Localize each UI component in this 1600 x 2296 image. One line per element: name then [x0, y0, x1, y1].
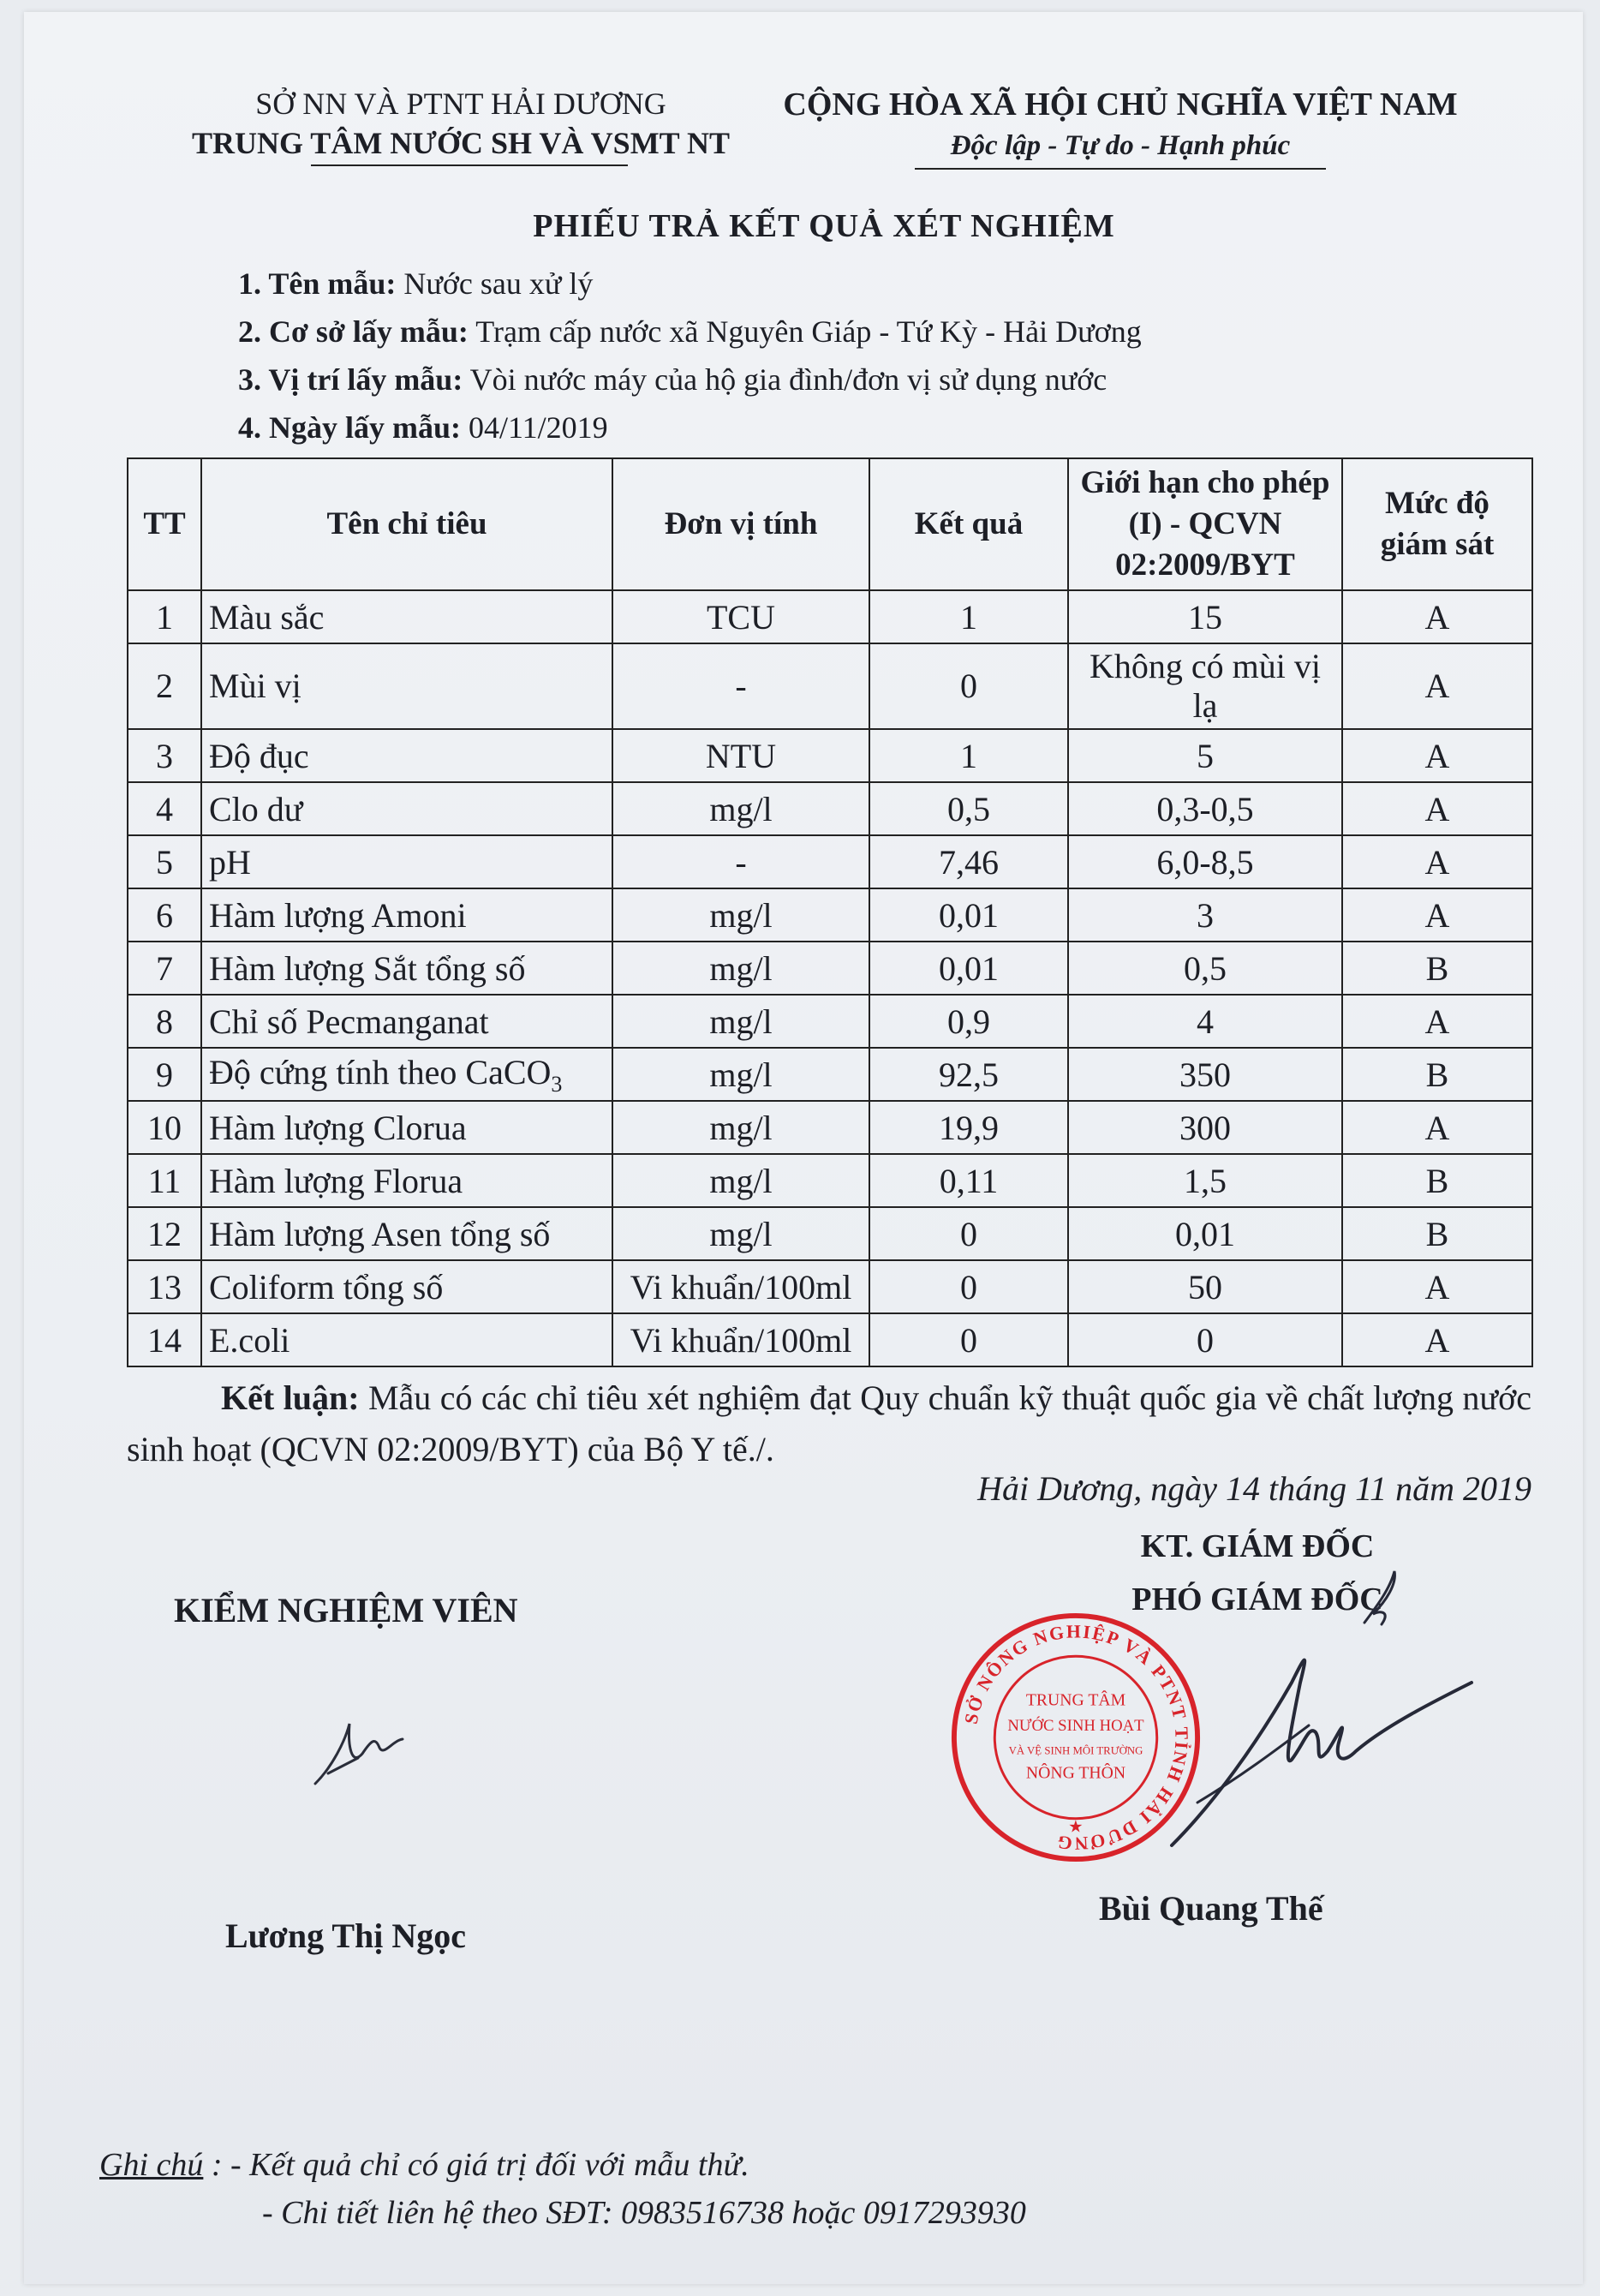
info-label: 3. Vị trí lấy mẫu: — [238, 362, 463, 397]
row-number: 13 — [128, 1260, 201, 1313]
row-unit: - — [612, 643, 869, 729]
note-text1: : - Kết quả chỉ có giá trị đối với mẫu thử. — [203, 2147, 749, 2183]
header-tt: TT — [128, 458, 201, 590]
row-number: 14 — [128, 1313, 201, 1366]
row-number: 9 — [128, 1048, 201, 1101]
row-indicator: Hàm lượng Asen tổng số — [201, 1207, 612, 1260]
row-limit: 6,0-8,5 — [1068, 835, 1342, 888]
row-limit: 350 — [1068, 1048, 1342, 1101]
info-label: 1. Tên mẫu: — [238, 266, 397, 301]
table-row — [128, 1260, 1532, 1313]
info-sample-name — [238, 266, 593, 302]
agency-header — [135, 84, 786, 163]
row-indicator: Chỉ số Pecmanganat — [201, 995, 612, 1048]
row-indicator: E.coli — [201, 1313, 612, 1366]
seal-star-icon: ★ — [1068, 1817, 1084, 1837]
info-sampling-site — [238, 314, 1142, 350]
row-unit: mg/l — [612, 942, 869, 995]
row-indicator: Mùi vị — [201, 643, 612, 729]
row-level: A — [1342, 835, 1532, 888]
row-indicator: Độ cứng tính theo CaCO$_3$ — [201, 1048, 612, 1101]
republic-line1: CỘNG HÒA XÃ HỘI CHỦ NGHĨA VIỆT NAM — [783, 87, 1458, 123]
row-limit: 300 — [1068, 1101, 1342, 1154]
row-limit: 3 — [1068, 888, 1342, 942]
agency-line1: SỞ NN VÀ PTNT HẢI DƯƠNG — [255, 87, 666, 121]
row-result: 0,01 — [869, 888, 1068, 942]
row-unit: mg/l — [612, 995, 869, 1048]
director-signature — [1163, 1631, 1480, 1854]
row-level: A — [1342, 1101, 1532, 1154]
republic-header — [761, 84, 1480, 166]
table-row — [128, 942, 1532, 995]
row-limit: 0 — [1068, 1313, 1342, 1366]
row-unit: mg/l — [612, 1048, 869, 1101]
row-result: 7,46 — [869, 835, 1068, 888]
row-limit: 4 — [1068, 995, 1342, 1048]
row-unit: mg/l — [612, 1101, 869, 1154]
agency-underline — [311, 164, 628, 166]
row-limit: 0,3-0,5 — [1068, 782, 1342, 835]
info-value: Vòi nước máy của hộ gia đình/đơn vị sử dụng nước — [463, 362, 1107, 397]
table-row — [128, 643, 1532, 729]
conclusion-text: Mẫu có các chỉ tiêu xét nghiệm đạt Quy chuẩn kỹ thuật quốc gia về chất lượng nước sinh hoạt (QCVN 02:2009/BYT) của Bộ Y tế./. — [127, 1378, 1531, 1468]
row-limit: 0,01 — [1068, 1207, 1342, 1260]
row-limit: 5 — [1068, 729, 1342, 782]
header-limit: Giới hạn cho phép (I) - QCVN 02:2009/BYT — [1068, 458, 1342, 590]
row-indicator: Hàm lượng Sắt tổng số — [201, 942, 612, 995]
table-row — [128, 995, 1532, 1048]
row-unit: Vi khuẩn/100ml — [612, 1313, 869, 1366]
info-label: 4. Ngày lấy mẫu: — [238, 410, 461, 445]
row-result: 0,01 — [869, 942, 1068, 995]
row-level: A — [1342, 1260, 1532, 1313]
row-result: 0 — [869, 1313, 1068, 1366]
table-header-row — [128, 458, 1532, 590]
results-table — [127, 457, 1533, 1367]
row-number: 10 — [128, 1101, 201, 1154]
header-result: Kết quả — [869, 458, 1068, 590]
row-level: A — [1342, 643, 1532, 729]
agency-line2: TRUNG TÂM NƯỚC SH VÀ VSMT NT — [191, 126, 731, 160]
seal-line2: NƯỚC SINH HOẠT — [1007, 1717, 1144, 1736]
row-level: A — [1342, 729, 1532, 782]
row-result: 1 — [869, 590, 1068, 643]
row-level: A — [1342, 888, 1532, 942]
document-page — [24, 12, 1583, 2284]
row-result: 92,5 — [869, 1048, 1068, 1101]
table-row — [128, 1313, 1532, 1366]
row-indicator: pH — [201, 835, 612, 888]
inspector-title: KIỂM NGHIỆM VIÊN — [174, 1591, 518, 1629]
info-value: 04/11/2019 — [461, 410, 608, 445]
republic-motto: Độc lập - Tự do - Hạnh phúc — [950, 130, 1291, 161]
table-row — [128, 1207, 1532, 1260]
row-unit: mg/l — [612, 1154, 869, 1207]
row-number: 4 — [128, 782, 201, 835]
table-row — [128, 782, 1532, 835]
row-unit: Vi khuẩn/100ml — [612, 1260, 869, 1313]
row-indicator: Độ đục — [201, 729, 612, 782]
conclusion — [127, 1372, 1531, 1475]
row-indicator: Màu sắc — [201, 590, 612, 643]
row-unit: mg/l — [612, 782, 869, 835]
seal-ring-text: SỞ NÔNG NGHIỆP VÀ PTNT TỈNH HẢI DƯƠNG — [960, 1621, 1192, 1854]
row-number: 11 — [128, 1154, 201, 1207]
row-number: 8 — [128, 995, 201, 1048]
row-result: 0,9 — [869, 995, 1068, 1048]
row-result: 0,5 — [869, 782, 1068, 835]
initial-mark — [1356, 1563, 1407, 1631]
formula-subscript: 3 — [551, 1071, 563, 1097]
table-row — [128, 835, 1532, 888]
row-level: B — [1342, 942, 1532, 995]
table-row — [128, 590, 1532, 643]
director-title-line2: PHÓ GIÁM ĐỐC — [1131, 1581, 1383, 1617]
row-number: 1 — [128, 590, 201, 643]
row-result: 0 — [869, 643, 1068, 729]
row-level: A — [1342, 995, 1532, 1048]
row-limit: 1,5 — [1068, 1154, 1342, 1207]
row-result: 19,9 — [869, 1101, 1068, 1154]
info-label: 2. Cơ sở lấy mẫu: — [238, 314, 469, 349]
row-unit: mg/l — [612, 888, 869, 942]
row-number: 5 — [128, 835, 201, 888]
row-result: 0,11 — [869, 1154, 1068, 1207]
row-indicator: Hàm lượng Florua — [201, 1154, 612, 1207]
row-level: B — [1342, 1048, 1532, 1101]
motto-underline — [915, 168, 1326, 170]
row-number: 12 — [128, 1207, 201, 1260]
conclusion-label: Kết luận: — [221, 1378, 360, 1417]
row-limit: 15 — [1068, 590, 1342, 643]
row-result: 1 — [869, 729, 1068, 782]
inspector-name: Lương Thị Ngọc — [225, 1916, 467, 1955]
row-limit: Không có mùi vị lạ — [1068, 643, 1342, 729]
row-result: 0 — [869, 1260, 1068, 1313]
row-limit: 0,5 — [1068, 942, 1342, 995]
info-sampling-location — [238, 362, 1107, 398]
row-level: B — [1342, 1207, 1532, 1260]
row-number: 2 — [128, 643, 201, 729]
table-row — [128, 1048, 1532, 1101]
inspector-signature — [298, 1707, 427, 1801]
row-level: A — [1342, 782, 1532, 835]
place-date: Hải Dương, ngày 14 tháng 11 năm 2019 — [977, 1469, 1531, 1508]
header-unit: Đơn vị tính — [612, 458, 869, 590]
row-indicator: Hàm lượng Clorua — [201, 1101, 612, 1154]
table-row — [128, 1101, 1532, 1154]
row-unit: TCU — [612, 590, 869, 643]
note-line1 — [99, 2141, 1026, 2189]
seal-line1: TRUNG TÂM — [1025, 1690, 1126, 1710]
row-number: 3 — [128, 729, 201, 782]
table-row — [128, 1154, 1532, 1207]
row-indicator: Coliform tổng số — [201, 1260, 612, 1313]
header-level: Mức độ giám sát — [1342, 458, 1532, 590]
table-row — [128, 729, 1532, 782]
seal-line3: VÀ VỆ SINH MÔI TRƯỜNG — [1008, 1744, 1143, 1757]
table-row — [128, 888, 1532, 942]
row-level: B — [1342, 1154, 1532, 1207]
note-label: Ghi chú — [99, 2147, 204, 2183]
row-indicator: Hàm lượng Amoni — [201, 888, 612, 942]
row-indicator: Clo dư — [201, 782, 612, 835]
info-sampling-date — [238, 410, 608, 445]
row-unit: - — [612, 835, 869, 888]
document-title: PHIẾU TRẢ KẾT QUẢ XÉT NGHIỆM — [533, 208, 1115, 244]
info-value: Nước sau xử lý — [396, 266, 594, 301]
row-number: 6 — [128, 888, 201, 942]
note-line2: - Chi tiết liên hệ theo SĐT: 0983516738 hoặc 0917293930 — [262, 2195, 1026, 2231]
director-name: Bùi Quang Thế — [1099, 1889, 1323, 1928]
info-value: Trạm cấp nước xã Nguyên Giáp - Tứ Kỳ - Hải Dương — [468, 314, 1142, 349]
row-level: A — [1342, 590, 1532, 643]
seal-line4: NÔNG THÔN — [1025, 1763, 1126, 1783]
row-result: 0 — [869, 1207, 1068, 1260]
row-unit: mg/l — [612, 1207, 869, 1260]
row-number: 7 — [128, 942, 201, 995]
header-indicator: Tên chỉ tiêu — [201, 458, 612, 590]
director-title-line1: KT. GIÁM ĐỐC — [1140, 1528, 1375, 1564]
row-unit: NTU — [612, 729, 869, 782]
notes — [99, 2141, 1026, 2237]
row-level: A — [1342, 1313, 1532, 1366]
row-limit: 50 — [1068, 1260, 1342, 1313]
